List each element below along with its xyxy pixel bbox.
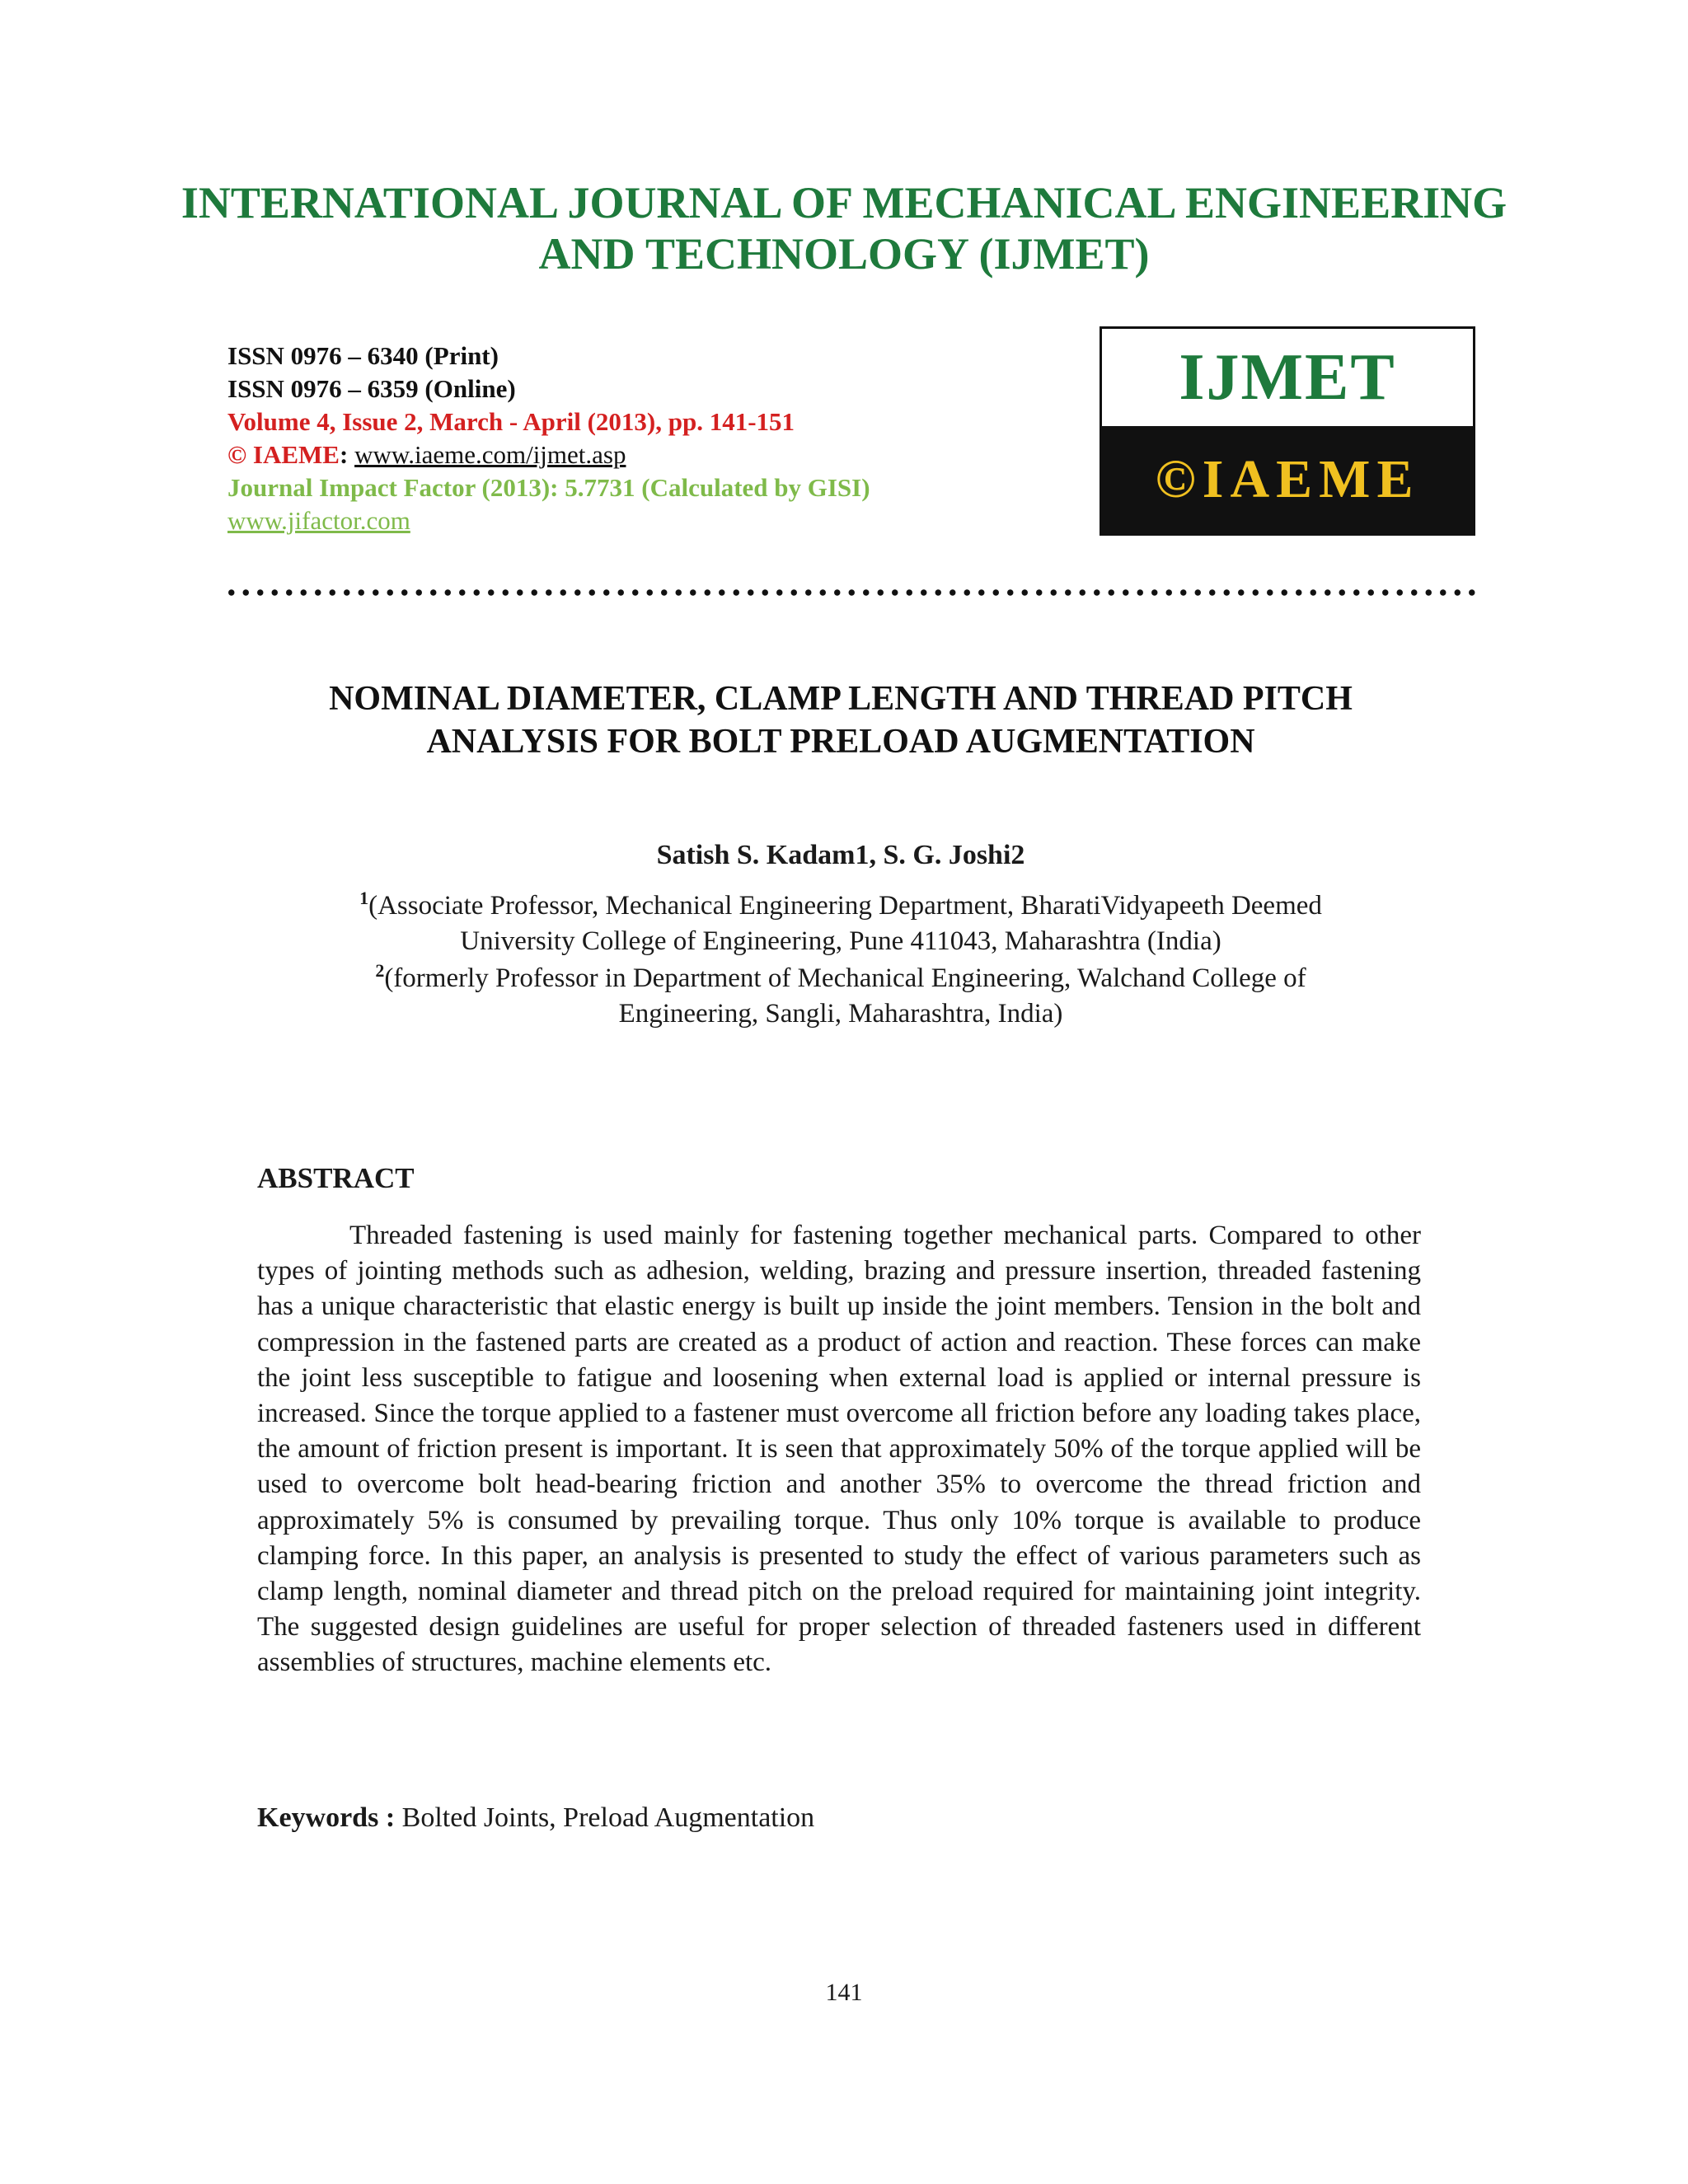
volume-line: Volume 4, Issue 2, March - April (2013), pp. 141-151 <box>227 407 795 436</box>
dotted-separator <box>224 587 1477 598</box>
issn-print: ISSN 0976 – 6340 (Print) <box>227 341 499 370</box>
impact-factor: Journal Impact Factor (2013): 5.7731 (Calculated by GISI) <box>227 473 870 502</box>
issn-online: ISSN 0976 – 6359 (Online) <box>227 374 516 403</box>
keywords-text: Bolted Joints, Preload Augmentation <box>401 1802 815 1833</box>
journal-title-line2: AND TECHNOLOGY (IJMET) <box>538 229 1150 279</box>
affiliation-1-line2: University College of Engineering, Pune 411043, Maharashtra (India) <box>460 926 1221 956</box>
affiliation-1-marker: 1 <box>359 888 369 908</box>
publisher-line <box>227 438 969 471</box>
logo-bottom-text: ©IAEME <box>1102 426 1473 533</box>
publisher-separator: : <box>339 440 349 469</box>
affiliation-2-marker: 2 <box>375 960 385 981</box>
ijmet-logo <box>1100 326 1475 536</box>
impact-url-link[interactable]: www.jifactor.com <box>227 506 410 535</box>
keywords <box>257 1800 814 1836</box>
keywords-label: Keywords : <box>257 1802 396 1833</box>
publisher-name: © IAEME <box>227 440 340 469</box>
affiliation-2-line2: Engineering, Sangli, Maharashtra, India) <box>618 999 1063 1029</box>
affiliation-2-line1: (formerly Professor in Department of Mechanical Engineering, Walchand College of <box>384 963 1306 993</box>
journal-title <box>148 177 1540 279</box>
authors: Satish S. Kadam1, S. G. Joshi2 <box>656 840 1025 870</box>
paper-title-line2: ANALYSIS FOR BOLT PRELOAD AUGMENTATION <box>426 723 1255 761</box>
affiliation-1-line1: (Associate Professor, Mechanical Engineering Department, BharatiVidyapeeth Deemed <box>368 891 1322 921</box>
abstract-body: Threaded fastening is used mainly for fastening together mechanical parts. Compared to other types of jointing methods such as adhesion, welding, brazing and pressure insertion, threaded fastening has a unique characteristic that elastic energy is built up inside the joint members. Tension in the bolt and compression in the fastened parts are created as a product of action and reaction. These forces can make the joint less susceptible to fatigue and loosening when external load is applied or internal pressure is increased. Since the torque applied to a fastener must overcome all friction before any loading takes place, the amount of friction present is important. It is seen that approximately 50% of the torque applied will be used to overcome bolt head-bearing friction and another 35% to overcome the thread friction and approximately 5% is consumed by prevailing torque. Thus only 10% torque is available to produce clamping force. In this paper, an analysis is presented to study the effect of various parameters such as clamp length, nominal diameter and thread pitch on the preload required for maintaining joint integrity. The suggested design guidelines are useful for proper selection of threaded fasteners used in different assemblies of structures, machine elements etc. <box>257 1221 1421 1678</box>
journal-info <box>227 340 969 537</box>
affiliation-2 <box>247 953 1434 1032</box>
journal-title-line1: INTERNATIONAL JOURNAL OF MECHANICAL ENGINEERING <box>181 178 1507 227</box>
affiliation-1 <box>247 880 1434 959</box>
logo-top-text: IJMET <box>1102 329 1473 426</box>
paper-title <box>247 677 1434 763</box>
paper-title-line1: NOMINAL DIAMETER, CLAMP LENGTH AND THREAD PITCH <box>329 680 1353 718</box>
page-number: 141 <box>825 1979 863 2006</box>
journal-url-link[interactable]: www.iaeme.com/ijmet.asp <box>354 440 626 469</box>
abstract-heading: ABSTRACT <box>257 1162 415 1194</box>
